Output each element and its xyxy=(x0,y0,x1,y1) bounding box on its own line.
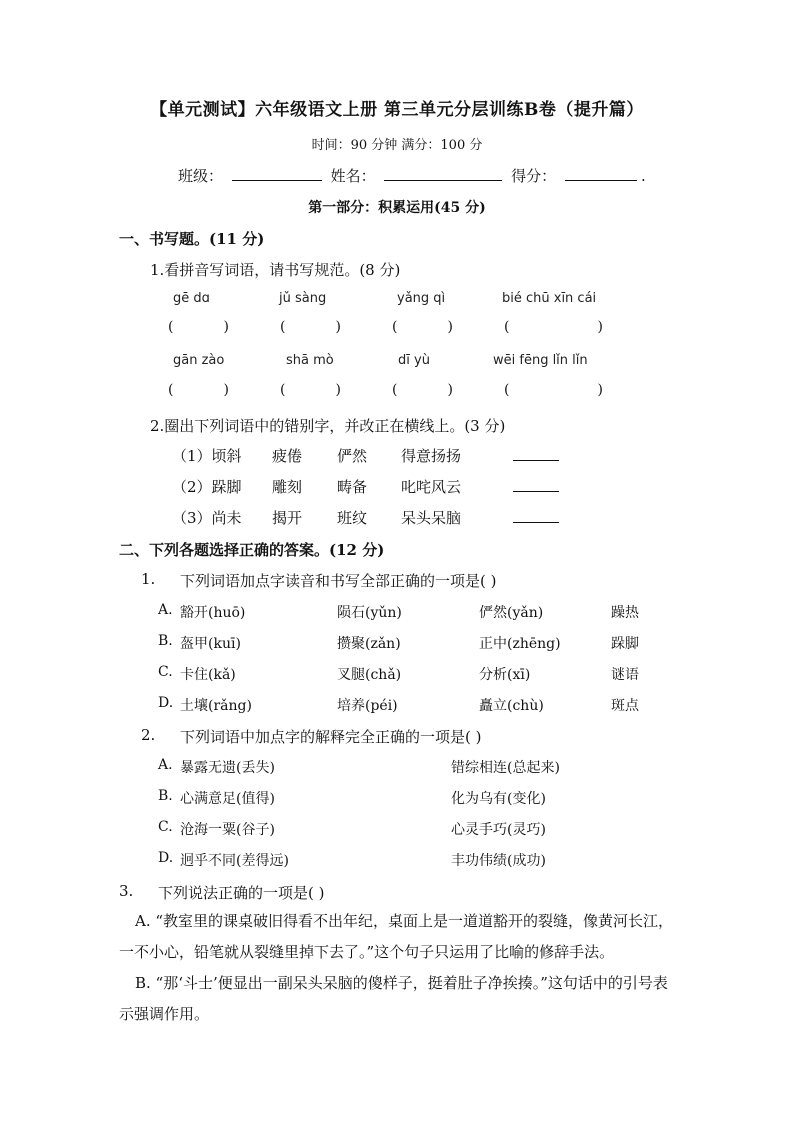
class-field[interactable] xyxy=(232,166,322,181)
score-label: 得分： xyxy=(511,167,557,185)
word-item: 揭开 xyxy=(272,509,303,527)
option-item: 土壤(rǎng) xyxy=(180,698,252,714)
word-item: 得意扬扬 xyxy=(401,447,462,465)
word-item: 畴备 xyxy=(337,478,368,496)
option-item: 豁开(huō) xyxy=(180,605,246,621)
pinyin-item: yǎng qì xyxy=(397,291,446,306)
answer-paren[interactable]: ( ) xyxy=(392,319,453,335)
pinyin-item: gē dɑ xyxy=(173,291,210,306)
option-item: 错综相连(总起来) xyxy=(451,760,560,776)
pinyin-item: dī yù xyxy=(398,353,430,368)
student-info-fields xyxy=(178,165,646,186)
option-letter: D. xyxy=(158,695,174,711)
option-item: 躁热 xyxy=(611,605,639,621)
option-item: 陨石(yǔn) xyxy=(337,605,402,621)
name-field[interactable] xyxy=(384,166,502,181)
option-b-paragraph: B. “那‘斗士’便显出一副呆头呆脑的傻样子，挺着肚子净挨揍。”这句话中的引号表示强调作用。 xyxy=(119,974,668,1023)
option-item: 攒聚(zǎn) xyxy=(337,636,401,652)
option-item: 迥乎不同(差得远) xyxy=(180,853,289,869)
option-item: 丰功伟绩(成功) xyxy=(451,853,546,869)
option-item: 盔甲(kuī) xyxy=(180,636,241,652)
q1-prompt: 1.看拼音写词语，请书写规范。(8 分) xyxy=(150,261,401,279)
word-item: 疲倦 xyxy=(272,447,303,465)
question-prompt: 下列词语中加点字的解释完全正确的一项是( ) xyxy=(180,728,482,746)
question-number: 1. xyxy=(141,570,156,588)
option-letter: C. xyxy=(158,819,173,835)
option-item: 暴露无遗(丢失) xyxy=(180,760,275,776)
option-item: 卡住(kǎ) xyxy=(180,667,236,683)
word-item: 班纹 xyxy=(337,509,368,527)
option-letter: A. xyxy=(158,602,173,618)
answer-paren[interactable]: ( ) xyxy=(392,382,453,398)
question-number: 3. xyxy=(119,882,134,900)
end-dot: . xyxy=(640,167,646,185)
option-item: 心灵手巧(灵巧) xyxy=(451,822,546,838)
word-item: 雕刻 xyxy=(272,478,303,496)
pinyin-item: wēi fēng lǐn lǐn xyxy=(493,353,588,368)
option-item: 叉腿(chǎ) xyxy=(337,667,402,683)
word-item: 俨然 xyxy=(337,447,368,465)
correction-blank[interactable] xyxy=(513,477,559,496)
section1-heading: 一、书写题。(11 分) xyxy=(119,230,265,248)
pinyin-item: gān zào xyxy=(173,353,225,368)
option-item: 培养(péi) xyxy=(337,698,398,714)
score-field[interactable] xyxy=(565,166,637,181)
option-letter: B. xyxy=(158,633,173,649)
correction-blank[interactable] xyxy=(513,446,559,465)
option-item: 心满意足(值得) xyxy=(180,791,275,807)
question-prompt: 下列说法正确的一项是( ) xyxy=(158,884,325,902)
answer-paren[interactable]: ( ) xyxy=(504,319,603,335)
option-item: 斑点 xyxy=(611,698,639,714)
option-item: 沧海一粟(谷子) xyxy=(180,822,275,838)
word-item: （1）顷斜 xyxy=(172,447,242,465)
section2-heading: 二、下列各题选择正确的答案。(12 分) xyxy=(119,541,385,559)
pinyin-item: jǔ sàng xyxy=(279,291,327,306)
page-title: 【单元测试】六年级语文上册 第三单元分层训练B卷（提升篇） xyxy=(150,100,644,120)
answer-paren[interactable]: ( ) xyxy=(280,382,341,398)
option-a-paragraph: A. “教室里的课桌破旧得看不出年纪，桌面上是一道道豁开的裂缝，像黄河长江，一不小心，铅笔就从裂缝里掉下去了。”这个句子只运用了比喻的修辞手法。 xyxy=(119,912,674,961)
option-item: 俨然(yǎn) xyxy=(479,605,544,621)
word-item: 叱咤风云 xyxy=(401,478,462,496)
option-item: 跺脚 xyxy=(611,636,639,652)
option-item: 化为乌有(变化) xyxy=(451,791,546,807)
time-score-info: 时间：90 分钟 满分：100 分 xyxy=(311,138,483,153)
word-item: （2）跺脚 xyxy=(172,478,242,496)
question-number: 2. xyxy=(141,726,156,744)
option-letter: B. xyxy=(158,788,173,804)
option-item: 矗立(chù) xyxy=(479,698,544,714)
option-letter: A. xyxy=(158,757,173,773)
pinyin-item: bié chū xīn cái xyxy=(502,291,597,306)
question-prompt: 下列词语加点字读音和书写全部正确的一项是( ) xyxy=(180,572,497,590)
part1-heading: 第一部分：积累运用(45 分) xyxy=(308,200,486,216)
option-letter: D. xyxy=(158,850,174,866)
answer-paren[interactable]: ( ) xyxy=(168,382,229,398)
option-item: 正中(zhēng) xyxy=(479,636,561,652)
word-item: （3）尚未 xyxy=(172,509,242,527)
option-item: 分析(xī) xyxy=(479,667,531,683)
answer-paren[interactable]: ( ) xyxy=(168,319,229,335)
q2-prompt: 2.圈出下列词语中的错别字，并改正在横线上。(3 分) xyxy=(150,417,506,435)
correction-blank[interactable] xyxy=(513,508,559,527)
option-letter: C. xyxy=(158,664,173,680)
option-item: 谜语 xyxy=(611,667,639,683)
name-label: 姓名： xyxy=(330,167,376,185)
class-label: 班级： xyxy=(178,167,224,185)
pinyin-item: shā mò xyxy=(286,353,334,368)
answer-paren[interactable]: ( ) xyxy=(280,319,341,335)
word-item: 呆头呆脑 xyxy=(401,509,462,527)
answer-paren[interactable]: ( ) xyxy=(504,382,603,398)
